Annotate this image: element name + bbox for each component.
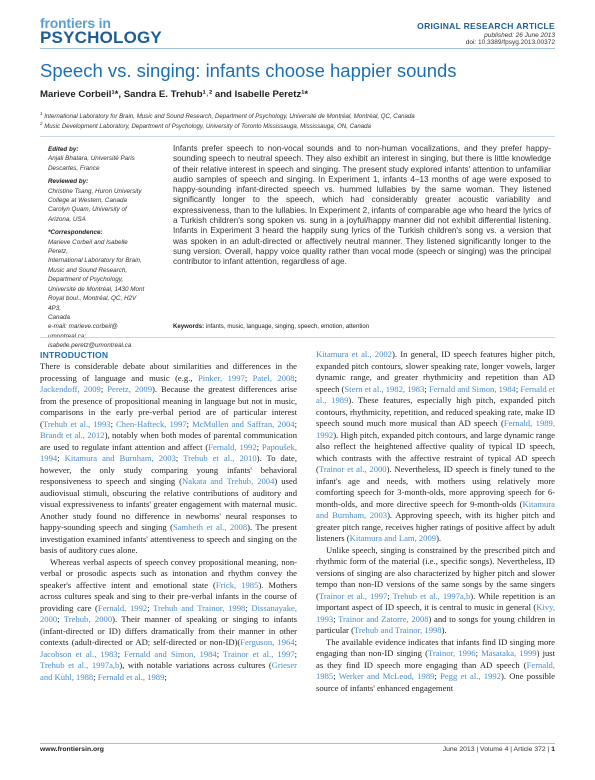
affiliation-2-number: 2 <box>40 121 43 126</box>
page-number: 1 <box>551 746 555 753</box>
citation-link[interactable]: Brandt et al., 2012 <box>40 430 105 440</box>
sidebar-line: Music and Sound Research, <box>48 266 128 274</box>
citation-link[interactable]: Trehub et al., 1993 <box>42 418 111 429</box>
reviewed-by-heading: Reviewed by: <box>48 178 89 186</box>
author-list: Marieve Corbeil¹*, Sandra E. Trehub¹˒² and Isabelle Peretz¹* <box>40 89 309 100</box>
paragraph-text: ; <box>294 637 297 647</box>
citation-link[interactable]: Fernald et al., 1989 <box>316 383 555 405</box>
citation-link[interactable]: Trainor et al., 1997 <box>318 590 388 601</box>
citation-link[interactable]: Trainor, 1996 <box>427 648 476 658</box>
citation-link[interactable]: Grieser and Kuhl, 1988 <box>40 660 298 682</box>
citation-link[interactable]: Trehub et al., 1997a,b <box>392 590 471 601</box>
paragraph-text: ). In general, ID speech features higher pitch, expanded pitch contours, slower speaking rate, longer vowels, larger dynamic range, and greater rhythmicity and repetition than AD speech ( <box>316 349 555 394</box>
paragraph-text: ; <box>333 671 339 681</box>
citation-link[interactable]: Fernald, 1992 <box>97 602 148 613</box>
sidebar-line: isabelle.peretz@umontreal.ca <box>48 342 132 350</box>
paragraph-text: ). High pitch, expanded pitch contours, and large dynamic range also reflect the heightened affective quality of typical ID speech, which contrasts with the affective restraint of typical AD speech ( <box>316 429 555 474</box>
citation-link[interactable]: Trehub et al., 2010 <box>183 453 257 463</box>
doi-link[interactable]: doi: 10.3389/fpsyg.2013.00372 <box>465 39 555 47</box>
citation-link[interactable]: Pegg et al., 1992 <box>440 671 501 681</box>
citation-link[interactable]: Trehub and Trainor, 1998 <box>153 602 246 613</box>
paragraph-text: ). These features, especially high pitch, expanded pitch contours, rhythmicity, repetition, and reduced speaking rate, make ID speech sound much more musical than AD speech ( <box>316 395 555 428</box>
affiliation-1-text: International Laboratory for Brain, Music and Sound Research, Department of Psychology, Université de Montréal, Montréal, QC, Canada <box>44 113 415 121</box>
sidebar-line: Department of Psychology, <box>48 276 124 284</box>
keywords-divider <box>40 337 555 338</box>
paragraph-text: ; <box>110 418 117 429</box>
paragraph-text: ; <box>57 453 65 463</box>
body-paragraph <box>40 557 297 684</box>
citation-link[interactable]: Trehub et al., 1997a,b <box>40 660 120 670</box>
affiliation-1 <box>40 111 415 120</box>
paragraph-text: ) and to songs for young children in particular ( <box>316 613 555 635</box>
citation-link[interactable]: Kitamura et al., 2002 <box>316 349 392 359</box>
sidebar-line: Arizona, USA <box>48 215 86 223</box>
footer-divider <box>40 743 555 744</box>
footer-issue: June 2013 | Volume 4 | Article 372 | <box>442 746 550 753</box>
citation-link[interactable]: Fernald, 1989, 1992 <box>316 418 555 440</box>
body-paragraph <box>40 361 297 557</box>
paragraph-text: ). Nevertheless, ID speech is finely tuned to the infant's age and needs, with mothers using relatively more comforting speech for 3-month-olds, more approving speech for 6-month-olds, and more directive speech for 9-month-olds ( <box>316 464 555 509</box>
citation-link[interactable]: Papoušek, 1994 <box>40 441 297 463</box>
citation-link[interactable]: Ferguson, 1964 <box>240 637 295 647</box>
sidebar-line: Royal boul., Montréal, QC, H2V 4P3, <box>48 295 137 312</box>
paragraph-text: ; <box>175 453 184 463</box>
affiliation-2 <box>40 121 371 130</box>
paragraph-text: ; <box>57 614 64 624</box>
sidebar-line: Marieve Corbeil and Isabelle Peretz, <box>48 238 128 256</box>
keywords-list: infants, music, language, singing, speech, emotion, attention <box>205 323 370 330</box>
citation-link[interactable]: Fernald, 1992 <box>208 441 257 452</box>
citation-link[interactable]: Patel, 2008 <box>252 372 295 383</box>
paragraph-text: ). Approving speech, with its higher pitch and greater pitch range, receives higher ratings of positive affect by adult listeners ( <box>316 510 555 543</box>
body-paragraph <box>316 349 555 545</box>
citation-link[interactable]: Fernald and Simon, 1984 <box>124 648 217 659</box>
citation-link[interactable]: McMullen and Saffran, 2004 <box>192 418 295 429</box>
sidebar-line: Descartes, France <box>48 164 100 172</box>
paragraph-text: ; <box>164 671 167 682</box>
citation-link[interactable]: Dissanayake, 2000 <box>40 602 297 624</box>
paragraph-text: ; <box>515 383 521 394</box>
citation-link[interactable]: Sambeth et al., 2008 <box>172 522 248 532</box>
citation-link[interactable]: Nakata and Trehub, 2004 <box>182 476 275 486</box>
paragraph-text: ) used audiovisual stimuli, obscuring the relative contributions of auditory and visual expressiveness to infants' greater engagement with maternal music. Another study found no difference in newborns' neural responses to happy-sounding speech and singing ( <box>40 476 297 532</box>
paragraph-text: ), with notable variations across cultures ( <box>119 660 272 670</box>
citation-link[interactable]: Chen-Hafteck, 1997 <box>116 418 187 429</box>
paragraph-text: Whereas verbal aspects of speech convey propositional meaning, non-verbal or prosodic aspects such as intonation and rhythm convey the speaker's affective intent and emotional state ( <box>40 556 297 590</box>
affiliation-1-number: 1 <box>40 111 43 116</box>
citation-link[interactable]: Fernald and Simon, 1984 <box>428 383 516 394</box>
citation-link[interactable]: Werker and McLeod, 1989 <box>338 671 435 681</box>
citation-link[interactable]: Kitamura and Burnham, 2003 <box>64 453 176 463</box>
citation-link[interactable]: Fernald et al., 1989 <box>97 671 165 682</box>
body-paragraph <box>316 637 555 695</box>
paragraph-text: ). The present investigation examined infants' attentiveness to speech and singing on the basis of auditory cues alone. <box>40 522 297 555</box>
paragraph-text: ; <box>147 602 154 613</box>
paragraph-text: ). While repetition is an important aspect of ID speech, it is central to music in general ( <box>316 590 556 612</box>
reviewed-by-body <box>48 187 148 225</box>
citation-link[interactable]: Fernald, 1985 <box>316 659 555 681</box>
keywords <box>173 323 553 330</box>
editorial-sidebar <box>48 145 148 351</box>
sidebar-line: Anjali Bhatara, Université Paris <box>48 155 135 163</box>
sidebar-line: e-mail: marieve.corbeil@ <box>48 323 118 331</box>
paragraph-text: ). Their manner of speaking or singing to infants (infant-directed or ID) differs dramatically from their manner in other contexts (adult-directed or AD; self-directed or non-ID)( <box>40 614 297 647</box>
paragraph-text: ; <box>117 648 125 659</box>
body-paragraph <box>316 545 555 637</box>
affiliation-divider <box>40 136 555 137</box>
paragraph-text: ; <box>424 383 429 394</box>
citation-link[interactable]: Trainor et al., 2000 <box>318 464 387 474</box>
article-type: ORIGINAL RESEARCH ARTICLE <box>417 21 555 31</box>
citation-link[interactable]: Frick, 1985 <box>215 579 259 590</box>
citation-link[interactable]: Jacobson et al., 1983 <box>40 648 118 659</box>
paragraph-text: ) just as they find ID speech more engaging than AD speech ( <box>316 648 556 670</box>
paragraph-text: ). To date, however, the only study comparing young infants' behavioral responsiveness to speech and singing ( <box>40 453 297 486</box>
paragraph-text: ; <box>186 418 193 429</box>
citation-link[interactable]: Trainor and Zatorre, 2008 <box>338 613 429 624</box>
abstract: Infants prefer speech to non-vocal sounds and to non-human vocalizations, and they prefer happy-sounding speech to neutral speech. They also exhibit an interest in singing, but there is little knowledge of their relative interest in speech and singing. The present study explored infants' attention to unfamiliar audio samples of speech and singing. In Experiment 1, infants 4–13 months of age were exposed to happy-sounding infant-directed speech vs. hummed lullabies by the same woman. They listened significantly longer to the speech, which had considerably greater acoustic variability and expressiveness, than to the lullabies. In Experiment 2, infants of comparable age who heard the lyrics of a Turkish children's song spoken vs. sung in a joyful/happy manner did not exhibit differential listening. Infants in Experiment 3 heard the happily sung lyrics of the Turkish children's song vs. a version that was spoken in an adult-directed or affectively neutral manner. They listened significantly longer to the sung version. Overall, happy voice quality rather than vocal mode (speech or singing) was the principal contributor to infant attention, regardless of age. <box>173 144 551 267</box>
header-divider <box>40 48 555 49</box>
paragraph-text: ; <box>294 648 297 659</box>
citation-link[interactable]: Trehub and Trainor, 1998 <box>353 625 442 635</box>
body-column-left <box>40 361 297 683</box>
paragraph-text: ). <box>436 533 442 543</box>
citation-link[interactable]: Jackendoff, 2009 <box>40 384 101 394</box>
paragraph-text: ; <box>244 372 253 383</box>
paragraph-text: ). <box>441 625 447 635</box>
paragraph-text: ; <box>216 648 224 659</box>
sidebar-line: Carolyn Quam, University of <box>48 206 127 214</box>
paragraph-text: The available evidence indicates that infants find ID singing more engaging than non-ID singing ( <box>316 636 555 658</box>
published-date: published: 26 June 2013 <box>484 31 555 39</box>
paragraph-text: ). One possible source of infants' enhanced engagement <box>316 671 555 693</box>
keywords-label: Keywords: <box>173 323 205 330</box>
paragraph-text: ; <box>333 613 339 624</box>
sidebar-line: Canada <box>48 313 71 321</box>
sidebar-line: International Laboratory for Brain, <box>48 257 142 265</box>
edited-by-body <box>48 154 148 173</box>
journal-logo[interactable] <box>40 16 162 46</box>
paragraph-text: ; <box>475 648 482 658</box>
citation-link[interactable]: Trainor et al., 1997 <box>223 648 295 659</box>
citation-link[interactable]: Peretz, 2009 <box>107 384 153 394</box>
citation-link[interactable]: Pinker, 1997 <box>197 372 245 383</box>
article-title: Speech vs. singing: infants choose happier sounds <box>40 60 457 81</box>
paragraph-text: ; <box>93 671 98 682</box>
article-meta <box>417 22 555 47</box>
citation-link[interactable]: Kivy, 1993 <box>316 602 555 624</box>
paragraph-text: ), notably when both modes of parental communication are used to regulate infant attention and affect ( <box>40 430 297 452</box>
correspondence-heading: *Correspondence: <box>48 229 103 237</box>
body-column-right <box>316 349 555 694</box>
correspondence-body <box>48 238 148 351</box>
footer-issue-info <box>443 746 555 753</box>
sidebar-line: College at Western, Canada <box>48 197 127 205</box>
paragraph-text: ; <box>100 384 108 394</box>
citation-link[interactable]: Kitamura and Lam, 2009 <box>349 533 437 543</box>
paragraph-text: There is considerable debate about similarities and differences in the processing of language and music (e.g., <box>40 361 297 383</box>
sidebar-line: Université de Montréal, 1430 Mont <box>48 285 145 293</box>
logo-line-1: frontiers in <box>40 15 111 31</box>
sidebar-line: Christine Tsang, Huron University <box>48 187 142 195</box>
citation-link[interactable]: Masataka, 1999 <box>481 648 537 658</box>
citation-link[interactable]: Stern et al., 1982, 1983 <box>344 383 425 394</box>
paragraph-text: ; <box>294 372 297 383</box>
footer-website-link[interactable]: www.frontiersin.org <box>40 746 104 753</box>
paragraph-text: ; <box>294 418 297 429</box>
paragraph-text: ; <box>434 671 441 681</box>
paragraph-text: Unlike speech, singing is constrained by the prescribed pitch and rhythmic form of the material (i.e., specific songs). Nevertheless, ID versions of singing are also characterized by higher pitch and slower tempo than non-ID versions of the same songs by the same singers ( <box>316 544 555 601</box>
citation-link[interactable]: Kitamura and Burnham, 2003 <box>316 498 555 520</box>
citation-link[interactable]: Trehub, 2000 <box>63 614 113 624</box>
paragraph-text: ; <box>256 441 262 452</box>
affiliation-2-text: Music Development Laboratory, Department of Psychology, University of Toronto Mississauga, Mississauga, ON, Canada <box>44 123 371 131</box>
section-heading-introduction: INTRODUCTION <box>40 350 109 360</box>
paragraph-text: ). Because the greatest differences arise from the presence of propositional meaning in language but not in music, comparisons in the early pre-verbal period are of particular interest ( <box>40 384 298 429</box>
edited-by-heading: Edited by: <box>48 146 79 153</box>
paragraph-text: ). Mothers across cultures speak and sing to their pre-verbal infants in the course of providing care ( <box>40 579 297 613</box>
logo-line-2: PSYCHOLOGY <box>40 28 162 47</box>
paragraph-text: ; <box>387 590 393 601</box>
paragraph-text: ; <box>245 602 252 613</box>
